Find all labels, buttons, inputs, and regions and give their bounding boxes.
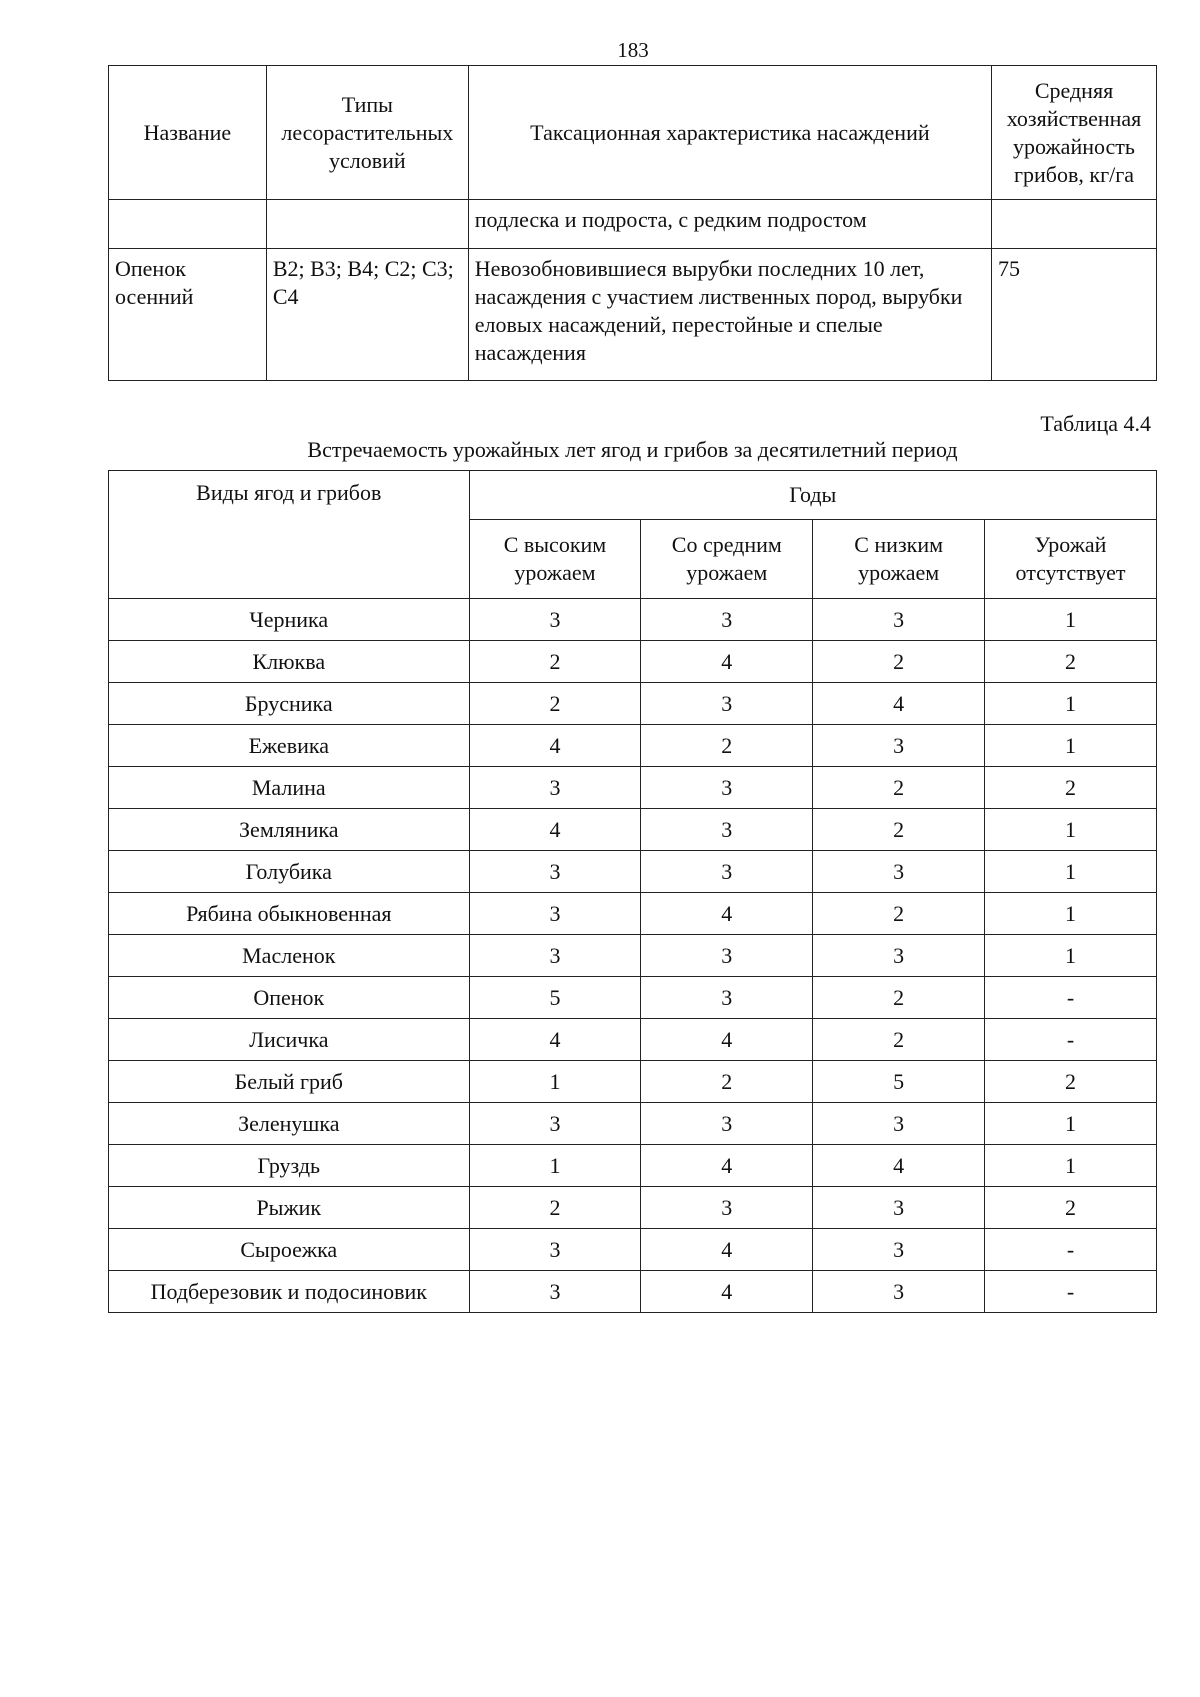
cell-value: 3 (641, 683, 813, 725)
cell-species-name: Клюква (109, 641, 470, 683)
table-row (109, 725, 1157, 767)
table-row (109, 1229, 1157, 1271)
cell-value: - (985, 1019, 1157, 1061)
cell-value: 2 (469, 683, 641, 725)
cell-species-name: Малина (109, 767, 470, 809)
header-yield: Средняя хозяйственная урожайность грибов, кг/га (992, 66, 1157, 200)
cell-value: 2 (985, 767, 1157, 809)
cell-value: 2 (641, 725, 813, 767)
table-row (109, 1271, 1157, 1313)
cell-name: Опенок осенний (109, 249, 267, 381)
cell-value: 3 (641, 851, 813, 893)
cell-value: 4 (641, 1271, 813, 1313)
cell-species-name: Масленок (109, 935, 470, 977)
table-row (109, 935, 1157, 977)
cell-value: 3 (469, 851, 641, 893)
cell-value: 3 (469, 1103, 641, 1145)
cell-value: 4 (813, 1145, 985, 1187)
cell-yield: 75 (992, 249, 1157, 381)
cell-value: 2 (985, 1061, 1157, 1103)
cell-value: 2 (469, 1187, 641, 1229)
cell-value: 3 (813, 599, 985, 641)
cell-value: 3 (813, 1229, 985, 1271)
cell-species-name: Ежевика (109, 725, 470, 767)
header-years: Годы (469, 471, 1156, 520)
cell-value: 3 (813, 1271, 985, 1313)
cell-species-name: Лисичка (109, 1019, 470, 1061)
table-row (109, 767, 1157, 809)
cell-value: 3 (469, 767, 641, 809)
cell-value: 2 (813, 767, 985, 809)
cell-value: 4 (641, 641, 813, 683)
cell-value: 1 (985, 1145, 1157, 1187)
cell-species-name: Опенок (109, 977, 470, 1019)
harvest-years-table (108, 470, 1157, 1313)
cell-value: 1 (985, 893, 1157, 935)
cell-value: 4 (641, 893, 813, 935)
cell-value: 5 (813, 1061, 985, 1103)
cell-value: 3 (469, 1229, 641, 1271)
cell-value: 3 (641, 767, 813, 809)
cell-characteristics: подлеска и подроста, с редким подростом (468, 200, 991, 249)
cell-value: 2 (813, 977, 985, 1019)
cell-value: 2 (469, 641, 641, 683)
cell-species-name: Рябина обыкновенная (109, 893, 470, 935)
cell-value: - (985, 977, 1157, 1019)
table-row (109, 599, 1157, 641)
table-row (109, 200, 1157, 249)
cell-value: 3 (469, 599, 641, 641)
header-site-types: Типы лесорастительных условий (266, 66, 468, 200)
cell-species-name: Земляника (109, 809, 470, 851)
cell-value: 3 (813, 851, 985, 893)
cell-value: 3 (469, 893, 641, 935)
cell-value: 2 (985, 641, 1157, 683)
cell-name (109, 200, 267, 249)
cell-value: 3 (813, 1103, 985, 1145)
table-row (109, 893, 1157, 935)
cell-value: 2 (813, 1019, 985, 1061)
table-header-row (109, 471, 1157, 520)
cell-value: 3 (641, 809, 813, 851)
cell-value: 3 (641, 599, 813, 641)
cell-value: 3 (469, 1271, 641, 1313)
cell-value: 1 (985, 1103, 1157, 1145)
cell-species-name: Подберезовик и подосиновик (109, 1271, 470, 1313)
table-row (109, 1061, 1157, 1103)
mushroom-yield-table-continuation (108, 65, 1157, 381)
cell-site-types (266, 200, 468, 249)
cell-value: 1 (985, 935, 1157, 977)
table-row (109, 683, 1157, 725)
cell-species-name: Сыроежка (109, 1229, 470, 1271)
cell-characteristics: Невозобновившиеся вырубки последних 10 лет, насаждения с участием лиственных пород, вырубки еловых насаждений, перестойные и спелые насаждения (468, 249, 991, 381)
cell-value: 2 (641, 1061, 813, 1103)
cell-value: - (985, 1229, 1157, 1271)
table-row (109, 851, 1157, 893)
cell-value: 4 (469, 809, 641, 851)
table-header-row (109, 66, 1157, 200)
table-row (109, 641, 1157, 683)
subheader-high-yield: С высоким урожаем (469, 520, 641, 599)
header-characteristics: Таксационная характеристика насаждений (468, 66, 991, 200)
subheader-medium-yield: Со средним урожаем (641, 520, 813, 599)
cell-species-name: Черника (109, 599, 470, 641)
cell-species-name: Рыжик (109, 1187, 470, 1229)
table-number: Таблица 4.4 (1040, 411, 1151, 436)
cell-value: 3 (641, 1187, 813, 1229)
table-row (109, 249, 1157, 381)
cell-site-types: B2; B3; B4; C2; C3; C4 (266, 249, 468, 381)
cell-value: 3 (813, 935, 985, 977)
table-row (109, 1187, 1157, 1229)
cell-value: 3 (641, 977, 813, 1019)
cell-species-name: Белый гриб (109, 1061, 470, 1103)
table-row (109, 809, 1157, 851)
table-title: Встречаемость урожайных лет ягод и грибов за десятилетний период (307, 437, 958, 462)
cell-value: 1 (985, 851, 1157, 893)
cell-value: 1 (985, 725, 1157, 767)
header-species: Виды ягод и грибов (109, 471, 470, 599)
cell-value: 3 (641, 935, 813, 977)
header-name: Название (109, 66, 267, 200)
cell-value: 1 (469, 1145, 641, 1187)
subheader-no-yield: Урожай отсутствует (985, 520, 1157, 599)
cell-value: 3 (813, 1187, 985, 1229)
cell-value: 2 (985, 1187, 1157, 1229)
cell-value: 2 (813, 893, 985, 935)
cell-value: 4 (641, 1019, 813, 1061)
cell-value: 4 (641, 1145, 813, 1187)
subheader-low-yield: С низким урожаем (813, 520, 985, 599)
cell-value: 2 (813, 809, 985, 851)
cell-value: 4 (813, 683, 985, 725)
cell-value: 5 (469, 977, 641, 1019)
cell-value: 3 (641, 1103, 813, 1145)
cell-value: 1 (985, 683, 1157, 725)
cell-value: 3 (813, 725, 985, 767)
table-row (109, 1019, 1157, 1061)
cell-value: 4 (469, 1019, 641, 1061)
cell-value: 1 (985, 599, 1157, 641)
cell-species-name: Брусника (109, 683, 470, 725)
table-row (109, 1145, 1157, 1187)
cell-value: 1 (469, 1061, 641, 1103)
cell-yield (992, 200, 1157, 249)
cell-value: - (985, 1271, 1157, 1313)
cell-species-name: Голубика (109, 851, 470, 893)
cell-value: 1 (985, 809, 1157, 851)
table-row (109, 977, 1157, 1019)
cell-value: 3 (469, 935, 641, 977)
cell-value: 4 (641, 1229, 813, 1271)
cell-value: 2 (813, 641, 985, 683)
table-row (109, 1103, 1157, 1145)
cell-species-name: Зеленушка (109, 1103, 470, 1145)
page-number: 183 (617, 38, 649, 62)
cell-value: 4 (469, 725, 641, 767)
cell-species-name: Груздь (109, 1145, 470, 1187)
